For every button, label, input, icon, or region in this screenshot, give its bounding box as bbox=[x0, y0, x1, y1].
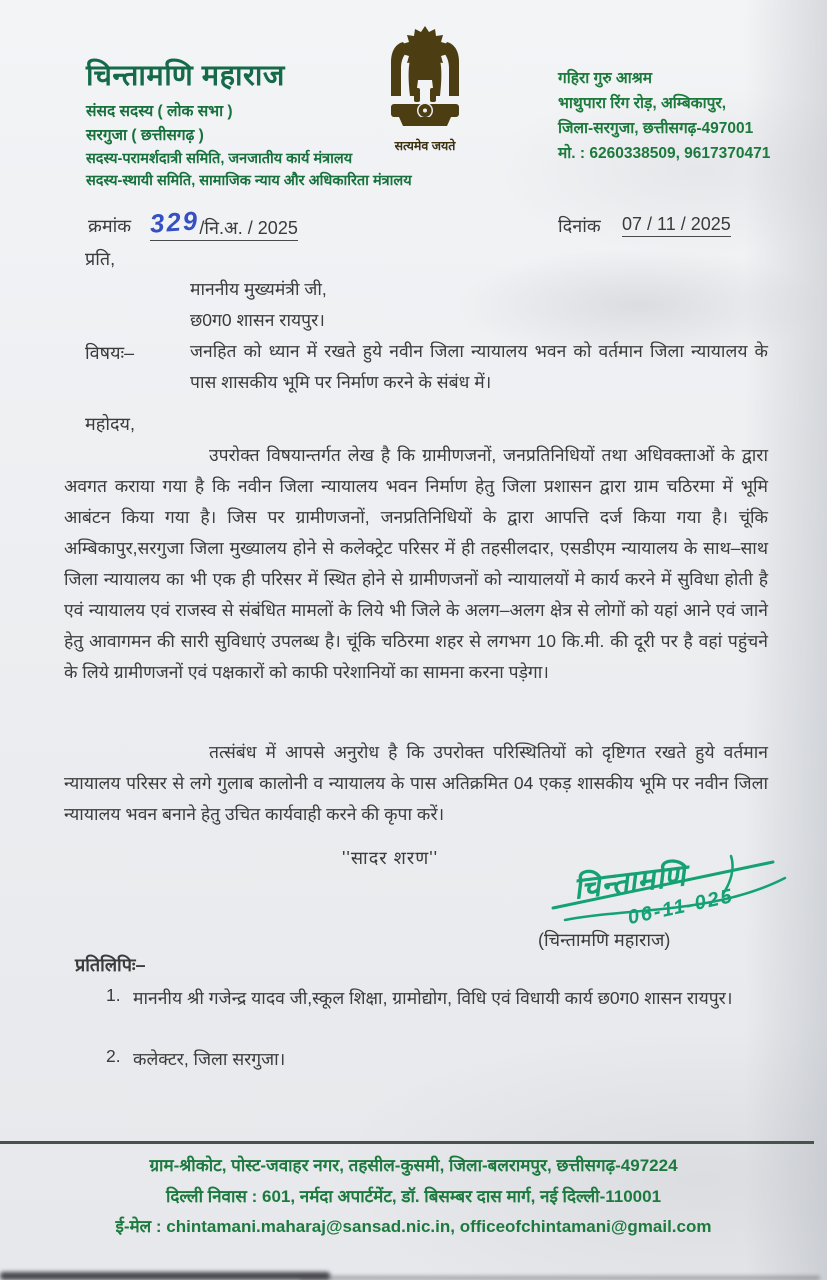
addressee-line: छ0ग0 शासन रायपुर। bbox=[190, 310, 325, 330]
footer-divider bbox=[0, 1141, 814, 1144]
date-value: 07 / 11 / 2025 bbox=[622, 214, 731, 235]
addressee-block bbox=[190, 274, 327, 336]
signature-date-scribble: 06-11-025 bbox=[625, 885, 736, 929]
address-line: मो. : 6260338509, 9617370471 bbox=[558, 145, 771, 162]
body-paragraph-1: उपरोक्त विषयान्तर्गत लेख है कि ग्रामीणजनों, जनप्रतिनिधियों तथा अधिवक्ताओं के द्वारा अवगत कराया गया है कि नवीन जिला न्यायालय भवन निर्माण हेतु जिला प्रशासन द्वारा ग्राम चठिरमा में भूमि आबंटन किया गया है। जिस पर ग्रामीणजनों, जनप्रतिनिधियों के द्वारा आपत्ति दर्ज किया गया है। चूंकि अम्बिकापुर,सरगुजा जिला मुख्यालय होने से कलेक्ट्रेट परिसर में ही तहसीलदार, एसडीएम न्यायालय के साथ–साथ जिला न्यायालय का भी एक ही परिसर में स्थित होने से ग्रामीणजनों को न्यायालयों मे कार्य करने में सुविधा होती है एवं न्यायालय एवं राजस्व से संबंधित मामलों के लिये भी जिले के अलग–अलग क्षेत्र से लोगों को यहां आने एवं जाने हेतु आवागमन की सारी सुविधाएं उपलब्ध है। चूंकि चठिरमा शहर से लगभग 10 कि.मी. की दूरी पर है वहां पहुंचने के लिये ग्रामीणजनों एवं पक्षकारों को काफी परेशानियों का सामना करना पड़ेगा। bbox=[64, 445, 768, 682]
footer-address-line: ग्राम-श्रीकोट, पोस्ट-जवाहर नगर, तहसील-कुसमी, जिला-बलरामपुर, छत्तीसगढ़-497224 bbox=[149, 1156, 678, 1175]
copy-item-text: माननीय श्री गजेन्द्र यादव जी,स्कूल शिक्षा, ग्रामोद्योग, विधि एवं विधायी कार्य छ0ग0 शासन रायपुर। bbox=[133, 988, 733, 1008]
address-line: जिला-सरगुजा, छत्तीसगढ़-497001 bbox=[558, 120, 754, 137]
signature-block bbox=[535, 848, 795, 938]
closing-phrase: ''सादर शरण'' bbox=[342, 848, 439, 868]
body-paragraph-2: तत्संबंध में आपसे अनुरोध है कि उपरोक्त परिस्थितियों को दृष्टिगत रखते हुये वर्तमान न्यायालय परिसर से लगे गुलाब कालोनी व न्यायालय के पास अतिक्रमित 04 एकड़ शासकीय भूमि पर नवीन जिला न्यायालय भवन बनाने हेतु उचित कार्यवाही करने की कृपा करें। bbox=[64, 742, 768, 824]
signatory-name: (चिन्तामणि महाराज) bbox=[538, 930, 671, 950]
photo-edge-artifact bbox=[300, 1276, 820, 1280]
addressee-line: माननीय मुख्यमंत्री जी, bbox=[190, 279, 327, 299]
national-emblem bbox=[365, 12, 485, 154]
emblem-motto: सत्यमेव जयते bbox=[394, 139, 456, 153]
role-line: सदस्य-परामर्शदात्री समिति, जनजातीय कार्य मंत्रालय bbox=[86, 151, 353, 167]
date-label: दिनांक bbox=[558, 216, 601, 236]
photo-edge-artifact bbox=[0, 1272, 330, 1280]
ref-number-handwritten: 329 bbox=[148, 205, 201, 239]
ref-number bbox=[148, 205, 298, 241]
subject-text: जनहित को ध्यान में रखते हुये नवीन जिला न्यायालय भवन को वर्तमान जिला न्यायालय के पास शासकीय भूमि पर निर्माण करने के संबंध में। bbox=[190, 341, 768, 392]
address-line: गहिरा गुरु आश्रम bbox=[558, 70, 653, 87]
sender-name: चिन्तामणि महाराज bbox=[86, 60, 285, 92]
ref-number-suffix: /नि.अ. / 2025 bbox=[199, 218, 298, 238]
ref-number-label: क्रमांक bbox=[88, 216, 132, 236]
copy-item-text: कलेक्टर, जिला सरगुजा। bbox=[133, 1049, 286, 1069]
footer-email-line: ई-मेल : chintamani.maharaj@sansad.nic.in, officeofchintamani@gmail.com bbox=[115, 1217, 712, 1236]
lion-capital-icon bbox=[365, 12, 485, 132]
sender-address bbox=[558, 66, 770, 166]
sender-roles bbox=[86, 100, 412, 192]
role-line: संसद सदस्य ( लोक सभा ) bbox=[86, 103, 233, 120]
role-line: सदस्य-स्थायी समिति, सामाजिक न्याय और अधिकारिता मंत्रालय bbox=[86, 173, 412, 189]
copy-item-number: 2. bbox=[106, 1046, 121, 1066]
address-line: भाथुपारा रिंग रोड़, अम्बिकापुर, bbox=[558, 95, 727, 112]
footer-delhi-line: दिल्ली निवास : 601, नर्मदा अपार्टमेंट, डॉ. बिसम्बर दास मार्ग, नई दिल्ली-110001 bbox=[165, 1187, 662, 1206]
subject-label: विषयः– bbox=[85, 343, 135, 363]
copies-label: प्रतिलिपिः– bbox=[75, 955, 146, 975]
salutation: महोदय, bbox=[85, 414, 135, 434]
signature-script: चिन्तामणि bbox=[571, 859, 689, 906]
copy-item-number: 1. bbox=[106, 985, 121, 1005]
to-label: प्रति, bbox=[85, 249, 116, 269]
role-line: सरगुजा ( छत्तीसगढ़ ) bbox=[86, 127, 204, 144]
